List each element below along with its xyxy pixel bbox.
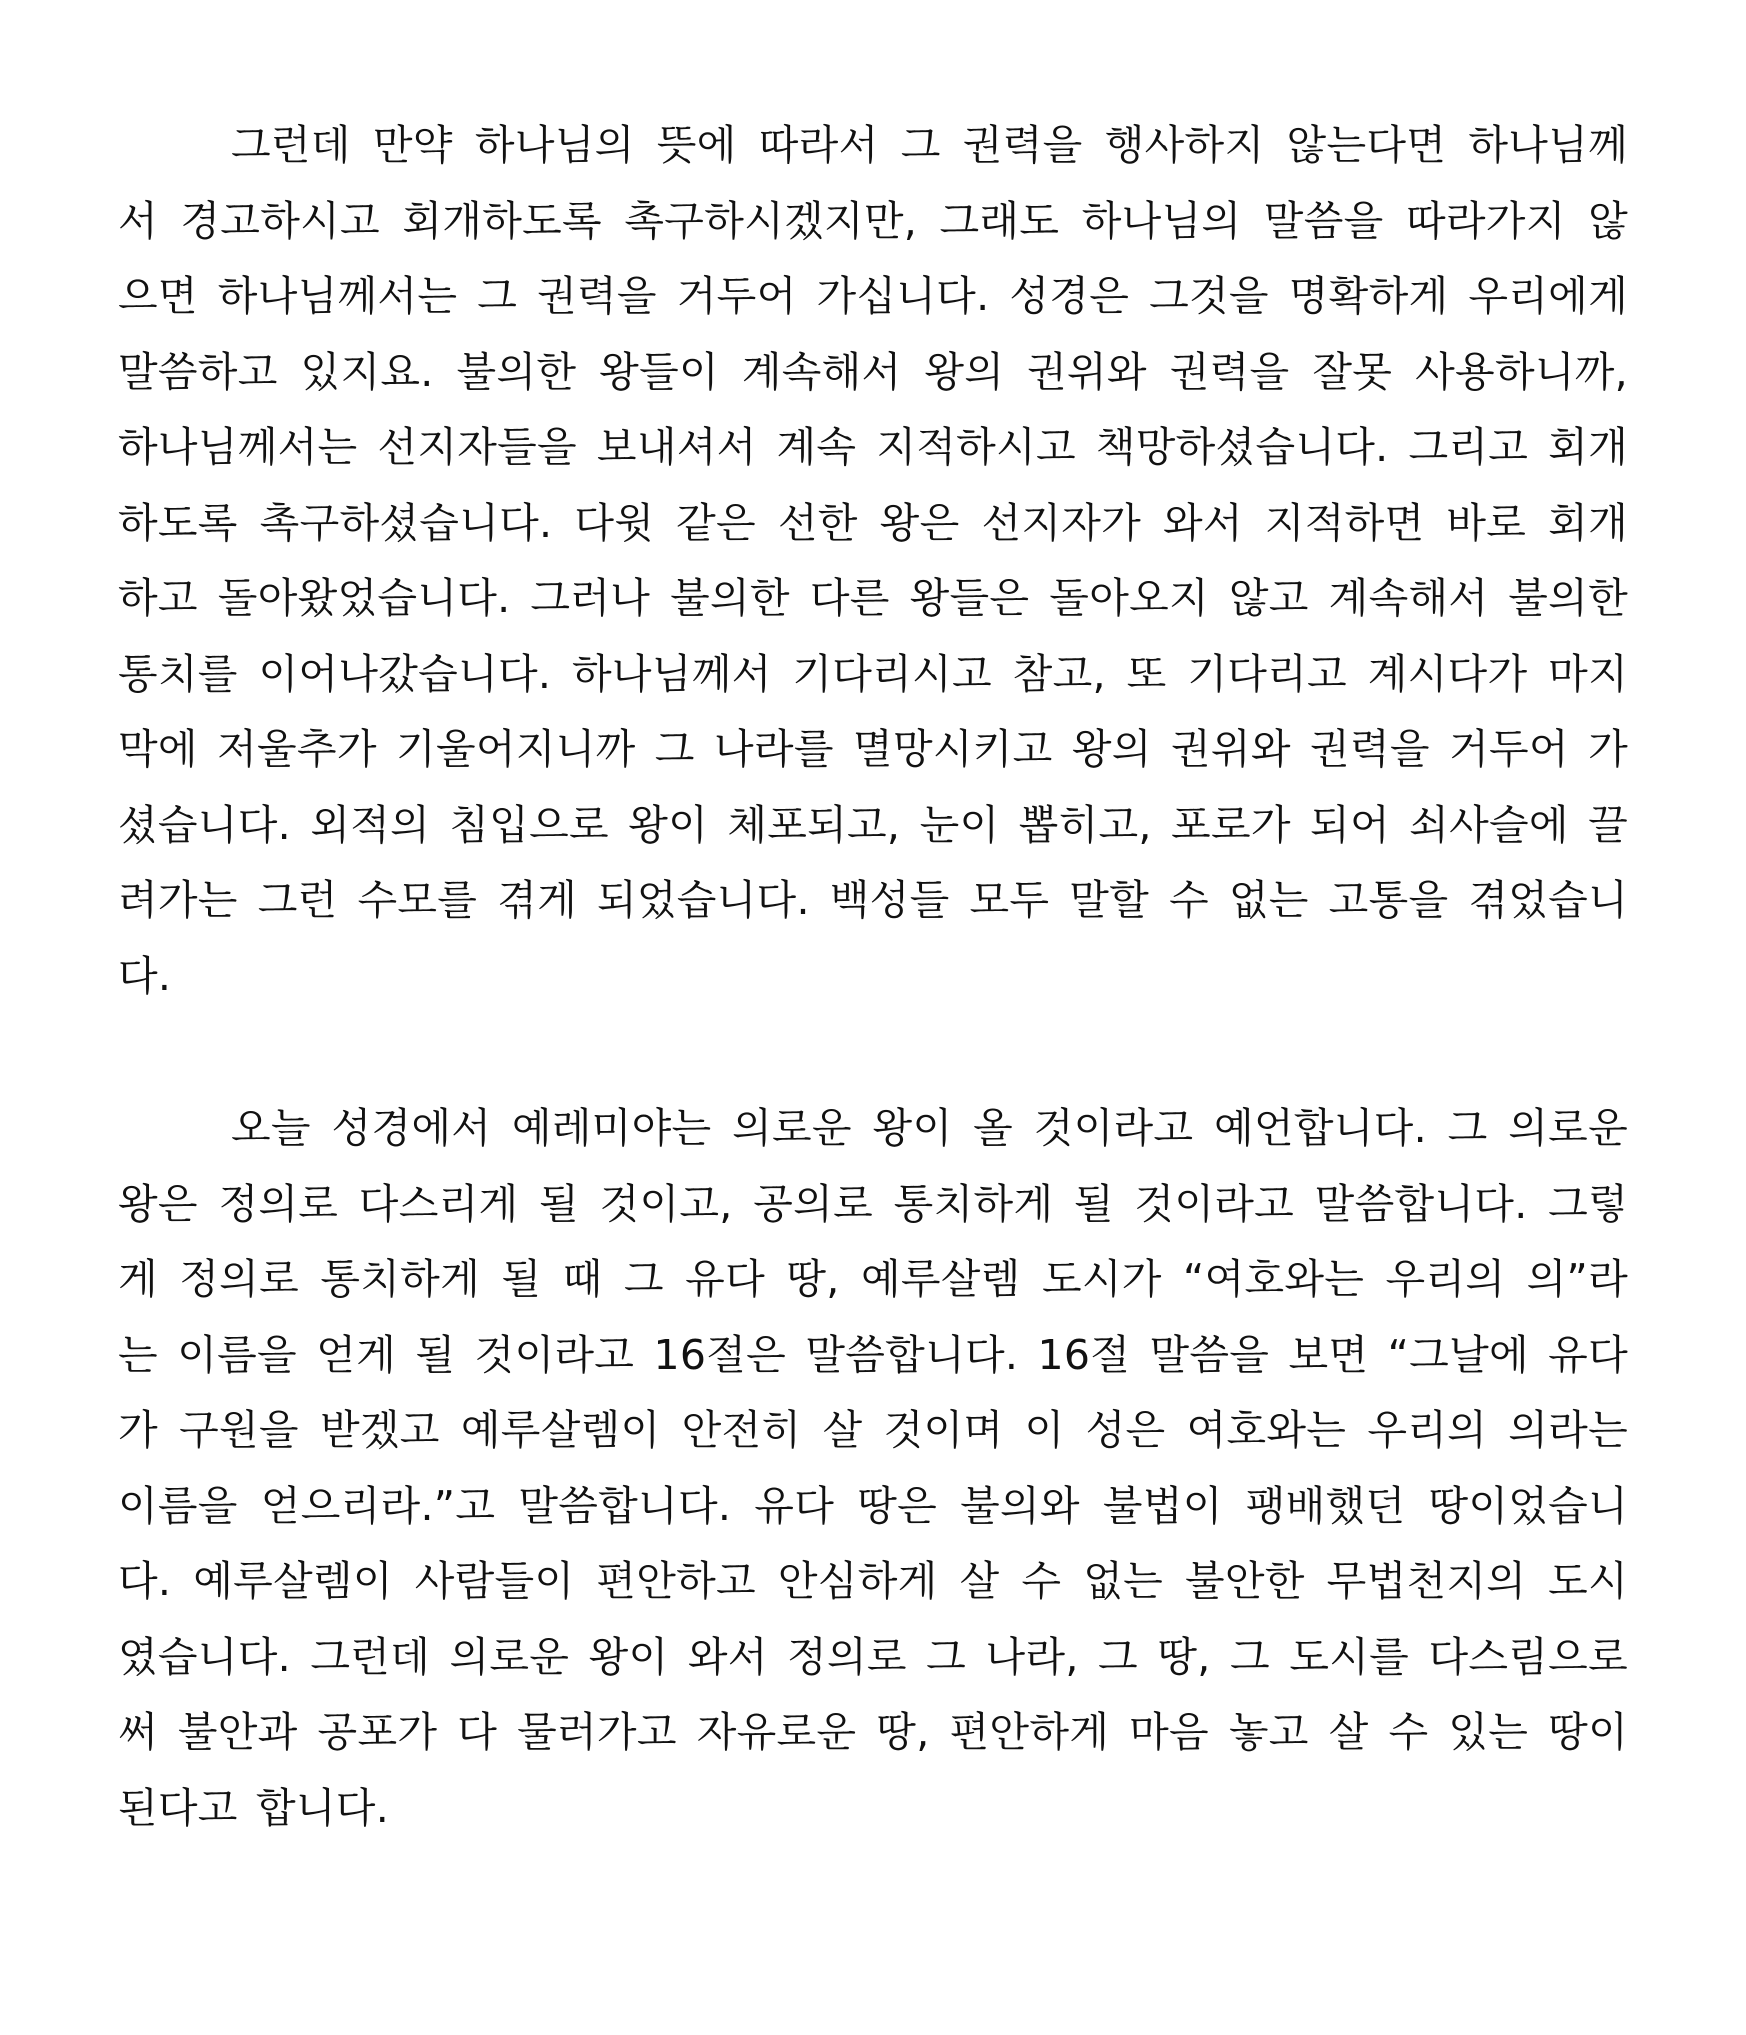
paragraph: 그런데 만약 하나님의 뜻에 따라서 그 권력을 행사하지 않는다면 하나님께서 경고하시고 회개하도록 촉구하시겠지만, 그래도 하나님의 말씀을 따라가지 않으면 하나님께서는 그 권력을 거두어 가십니다. 성경은 그것을 명확하게 우리에게 말씀하고 있지요. 불의한 왕들이 계속해서 왕의 권위와 권력을 잘못 사용하니까, 하나님께서는 선지자들을 보내셔서 계속 지적하시고 책망하셨습니다. 그리고 회개하도록 촉구하셨습니다. 다윗 같은 선한 왕은 선지자가 와서 지적하면 바로 회개하고 돌아왔었습니다. 그러나 불의한 다른 왕들은 돌아오지 않고 계속해서 불의한 통치를 이어나갔습니다. 하나님께서 기다리시고 참고, 또 기다리고 계시다가 마지막에 저울추가 기울어지니까 그 나라를 멸망시키고 왕의 권위와 권력을 거두어 가셨습니다. 외적의 침입으로 왕이 체포되고, 눈이 뽑히고, 포로가 되어 쇠사슬에 끌려가는 그런 수모를 겪게 되었습니다. 백성들 모두 말할 수 없는 고통을 겪었습니다. xyxy=(118,121,1628,1000)
document-page xyxy=(118,108,1628,1846)
paragraph: 오늘 성경에서 예레미야는 의로운 왕이 올 것이라고 예언합니다. 그 의로운 왕은 정의로 다스리게 될 것이고, 공의로 통치하게 될 것이라고 말씀합니다. 그렇게 정의로 통치하게 될 때 그 유다 땅, 예루살렘 도시가 “여호와는 우리의 의”라는 이름을 얻게 될 것이라고 16절은 말씀합니다. 16절 말씀을 보면 “그날에 유다가 구원을 받겠고 예루살렘이 안전히 살 것이며 이 성은 여호와는 우리의 의라는 이름을 얻으리라.”고 말씀합니다. 유다 땅은 불의와 불법이 팽배했던 땅이었습니다. 예루살렘이 사람들이 편안하고 안심하게 살 수 없는 불안한 무법천지의 도시였습니다. 그런데 의로운 왕이 와서 정의로 그 나라, 그 땅, 그 도시를 다스림으로써 불안과 공포가 다 물러가고 자유로운 땅, 편안하게 마음 놓고 살 수 있는 땅이 된다고 합니다. xyxy=(118,1104,1628,1832)
